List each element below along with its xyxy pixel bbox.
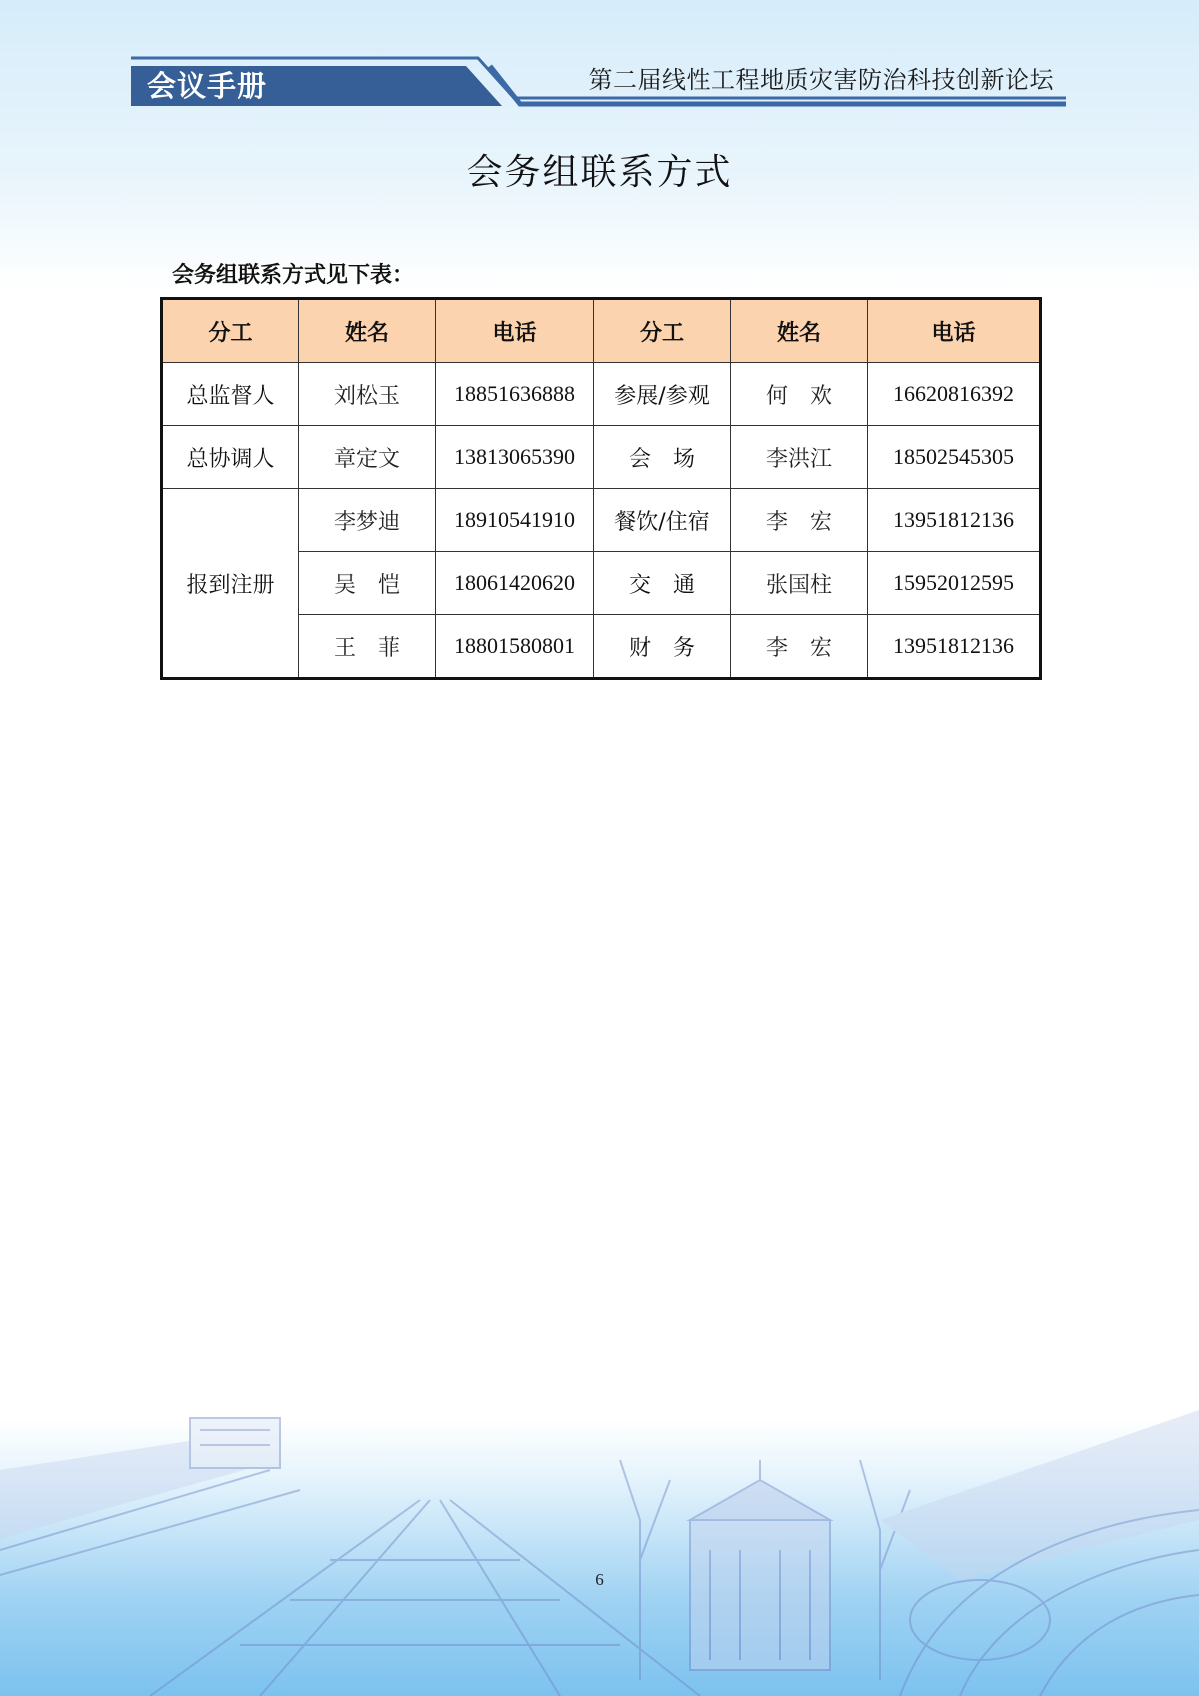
name-cell: 李梦迪 xyxy=(299,489,436,552)
handbook-tag: 会议手册 xyxy=(147,69,268,103)
role-cell: 交 通 xyxy=(594,552,731,615)
header-banner xyxy=(0,0,1199,120)
role-cell: 餐饮/住宿 xyxy=(594,489,731,552)
phone-cell: 13813065390 xyxy=(436,426,594,489)
header-cell: 电话 xyxy=(868,299,1041,363)
intro-text: 会务组联系方式见下表： xyxy=(172,262,415,288)
table-row xyxy=(162,426,1041,489)
phone-cell: 18910541910 xyxy=(436,489,594,552)
header-cell: 姓名 xyxy=(731,299,868,363)
phone-cell: 18061420620 xyxy=(436,552,594,615)
header-cell: 分工 xyxy=(162,299,299,363)
header-cell: 分工 xyxy=(594,299,731,363)
name-cell: 章定文 xyxy=(299,426,436,489)
footer-scenery-graphic xyxy=(0,1400,1199,1696)
phone-cell: 15952012595 xyxy=(868,552,1041,615)
forum-title: 第二届线性工程地质灾害防治科技创新论坛 xyxy=(588,66,1054,94)
header-cell: 电话 xyxy=(436,299,594,363)
phone-cell: 18801580801 xyxy=(436,615,594,679)
phone-cell: 13951812136 xyxy=(868,489,1041,552)
role-cell: 总监督人 xyxy=(162,363,299,426)
role-cell: 总协调人 xyxy=(162,426,299,489)
role-cell: 财 务 xyxy=(594,615,731,679)
table-header-row xyxy=(162,299,1041,363)
name-cell: 吴 恺 xyxy=(299,552,436,615)
table-row xyxy=(162,489,1041,552)
table-row xyxy=(162,363,1041,426)
name-cell: 何 欢 xyxy=(731,363,868,426)
phone-cell: 13951812136 xyxy=(868,615,1041,679)
page-title: 会务组联系方式 xyxy=(466,152,733,193)
role-cell-merged: 报到注册 xyxy=(162,489,299,679)
name-cell: 李 宏 xyxy=(731,489,868,552)
name-cell: 张国柱 xyxy=(731,552,868,615)
name-cell: 李洪江 xyxy=(731,426,868,489)
phone-cell: 18851636888 xyxy=(436,363,594,426)
header-cell: 姓名 xyxy=(299,299,436,363)
phone-cell: 18502545305 xyxy=(868,426,1041,489)
role-cell: 参展/参观 xyxy=(594,363,731,426)
contact-table xyxy=(160,297,1042,680)
role-cell: 会 场 xyxy=(594,426,731,489)
phone-cell: 16620816392 xyxy=(868,363,1041,426)
page-number: 6 xyxy=(595,1570,604,1589)
name-cell: 刘松玉 xyxy=(299,363,436,426)
name-cell: 王 菲 xyxy=(299,615,436,679)
name-cell: 李 宏 xyxy=(731,615,868,679)
